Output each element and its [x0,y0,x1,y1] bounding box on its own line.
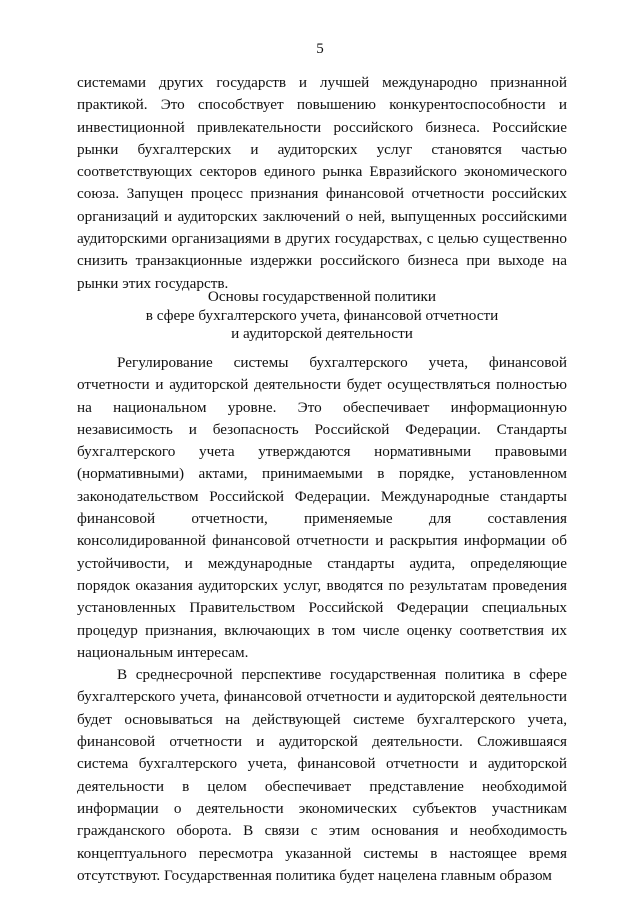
body-paragraph-2: В среднесрочной перспективе государственная политика в сфере бухгалтерского учета, финансовой отчетности и аудиторской деятельности будет основываться на действующей системе бухгалтерского учета, финансовой отчетности и аудиторской деятельности. Сложившаяся система бухгалтерского учета, финансовой отчетности и аудиторской деятельности в целом обеспечивает представление необходимой информации о деятельности экономических субъектов участникам гражданского оборота. В связи с этим основания и необходимость концептуального пересмотра указанной системы в настоящее время отсутствуют. Государственная политика будет нацелена главным образом [77,666,567,884]
page-number: 5 [316,41,324,57]
section-heading [77,288,567,344]
main-text-block [77,352,567,887]
body-paragraph-1: Регулирование системы бухгалтерского учета, финансовой отчетности и аудиторской деятельности будет осуществляться полностью на национальном уровне. Это обеспечивает информационную независимость и безопасность Российской Федерации. Стандарты бухгалтерского учета утверждаются нормативными правовыми (нормативными) актами, принимаемыми в порядке, установленном законодательством Российской Федерации. Международные стандарты финансовой отчетности, применяемые для составления консолидированной финансовой отчетности и раскрытия информации об устойчивости, и международные стандарты аудита, определяющие порядок оказания аудиторских услуг, вводятся по результатам проведения установленных Правительством Российской Федерации специальных процедур признания, включающих в том числе оценку соответствия их национальным интересам. [77,354,567,661]
intro-paragraph: системами других государств и лучшей международно признанной практикой. Это способствует повышению конкурентоспособности и инвестиционной привлекательности российского бизнеса. Российские рынки бухгалтерских и аудиторских услуг становятся частью соответствующих секторов единого рынка Евразийского экономического союза. Запущен процесс признания финансовой отчетности российских организаций и аудиторских заключений о ней, выпущенных российскими аудиторскими организациями в других государствах, с целью существенно снизить транзакционные издержки российского бизнеса при выходе на рынки этих государств. [77,74,567,292]
section-heading-line-2: в сфере бухгалтерского учета, финансовой отчетности [145,306,499,324]
section-heading-line-1: Основы государственной политики [207,288,437,305]
section-heading-line-3: и аудиторской деятельности [231,325,413,342]
intro-text-block [77,72,567,295]
